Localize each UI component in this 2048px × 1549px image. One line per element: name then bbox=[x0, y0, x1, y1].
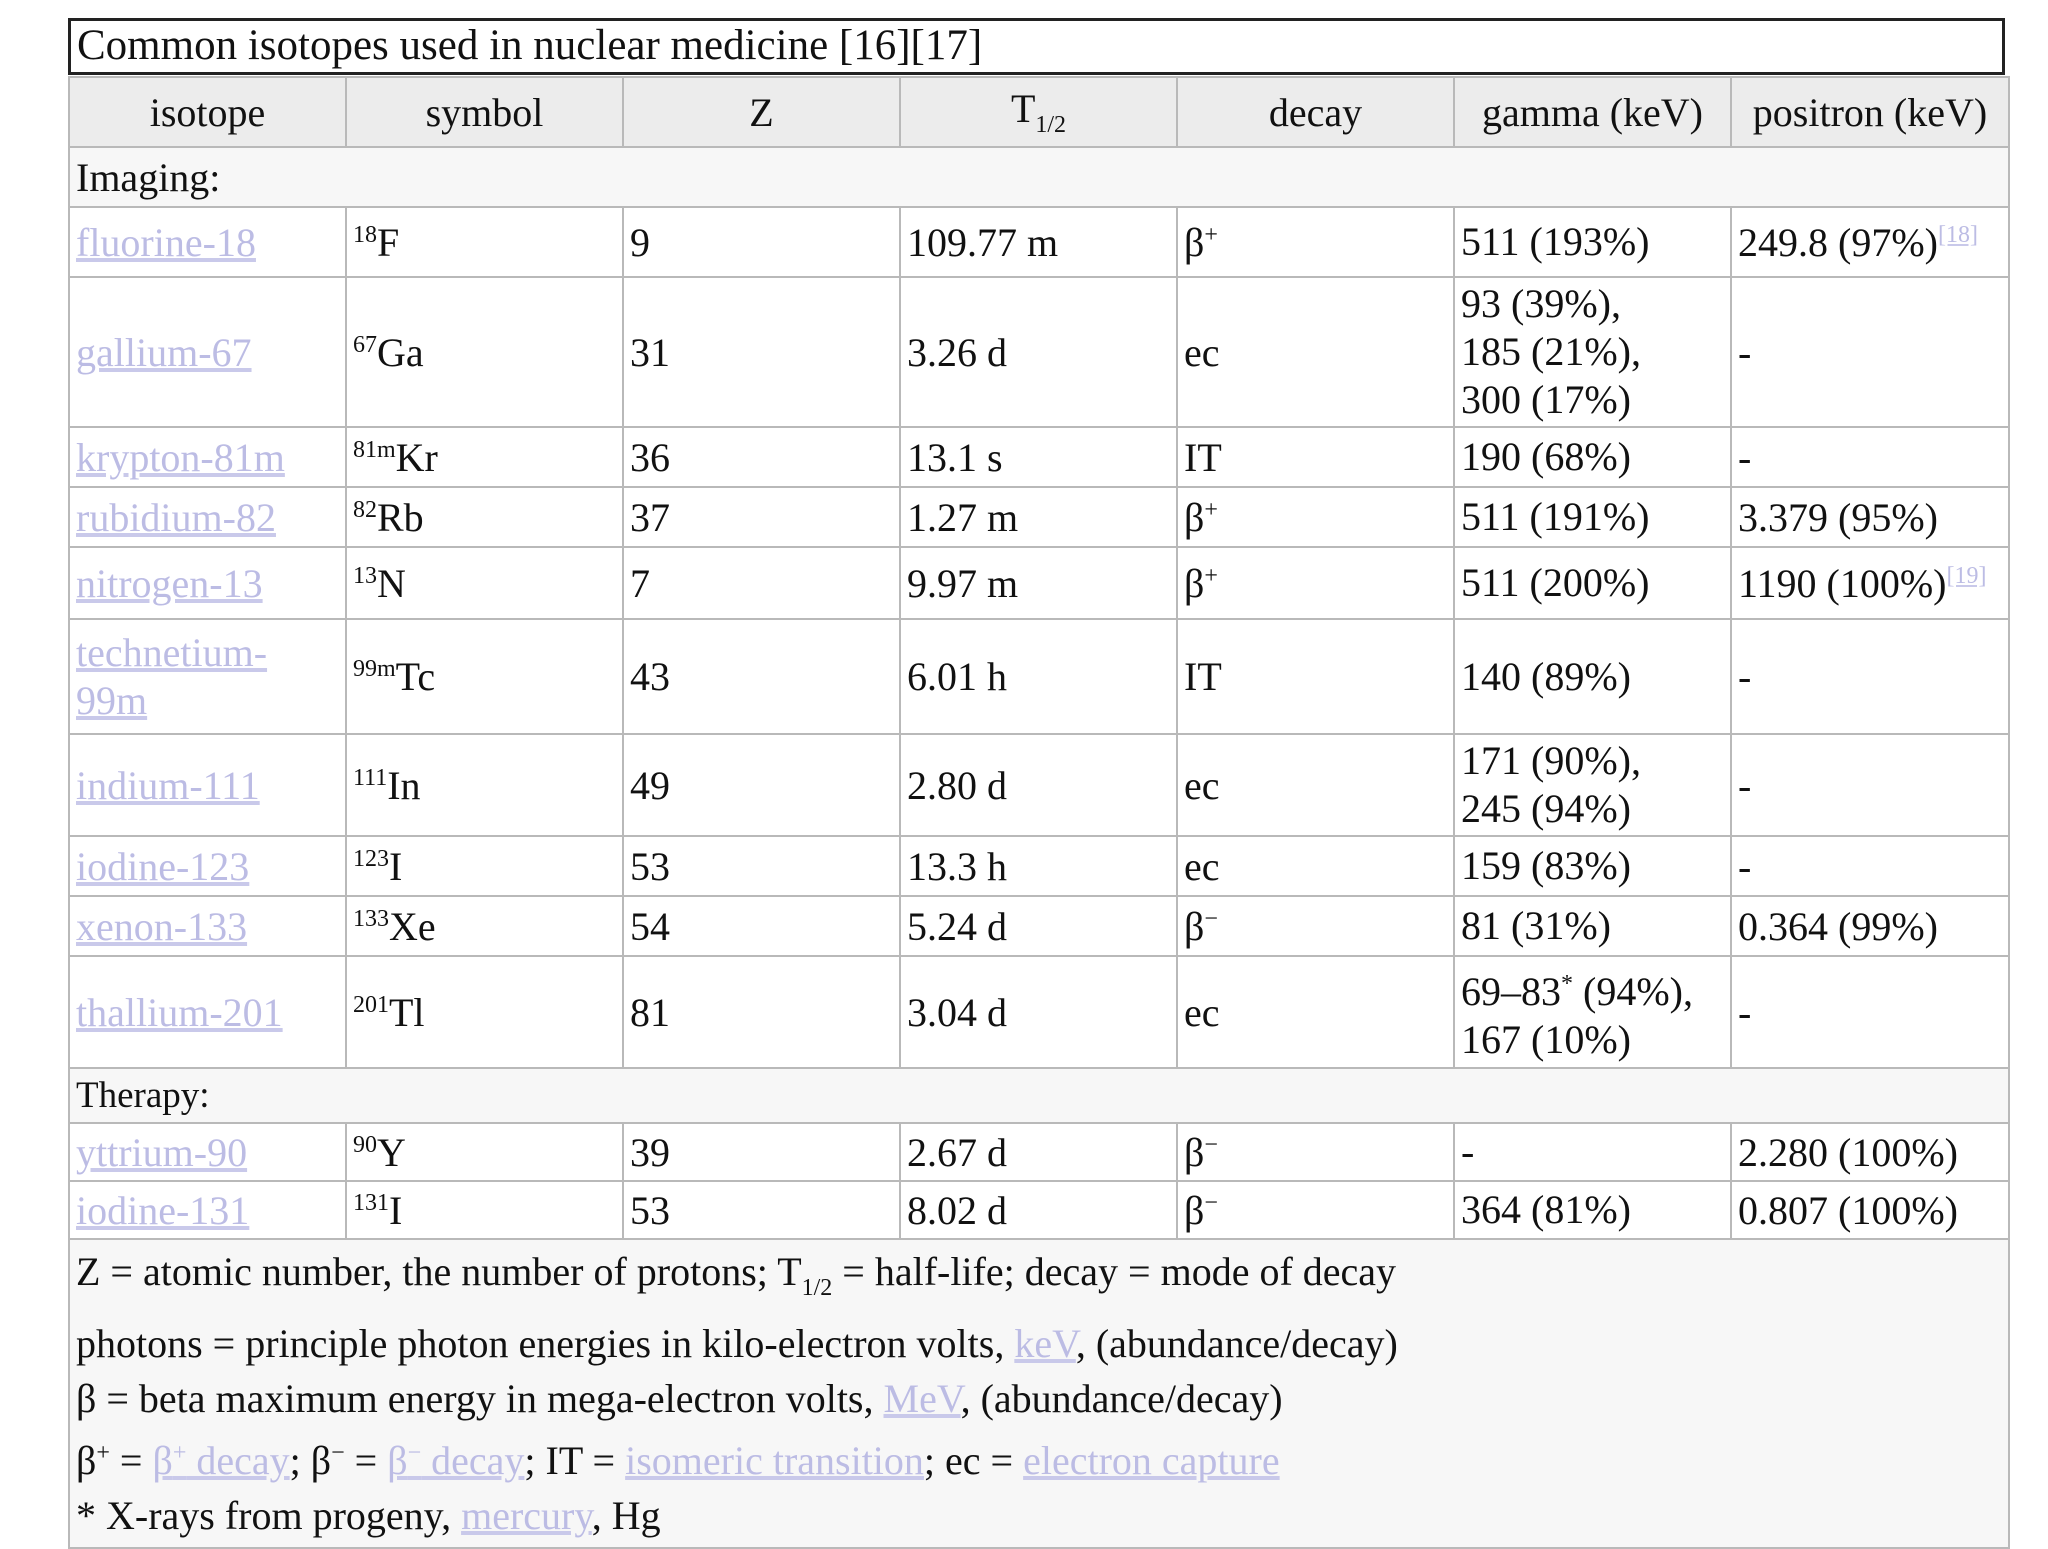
table-caption: Common isotopes used in nuclear medicine [16][17] bbox=[68, 18, 2005, 75]
decay-mode: β bbox=[1184, 1129, 1205, 1175]
decay-cell bbox=[1177, 1181, 1454, 1239]
isotope-name: iodine-131 bbox=[76, 1187, 250, 1233]
mass-number: 111 bbox=[353, 764, 388, 791]
note-line-2 bbox=[76, 1316, 2002, 1371]
atomic-number-cell: 31 bbox=[623, 277, 900, 427]
element-symbol: Rb bbox=[377, 494, 424, 540]
mass-number: 67 bbox=[353, 331, 377, 358]
half-life-cell: 3.26 d bbox=[900, 277, 1177, 427]
gamma-cell bbox=[1454, 836, 1731, 896]
gamma-line: 171 (90%), bbox=[1461, 738, 1641, 783]
decay-mode: β bbox=[1184, 560, 1205, 606]
mass-number: 133 bbox=[353, 905, 389, 932]
isotope-link[interactable] bbox=[76, 435, 285, 480]
decay-cell bbox=[1177, 734, 1454, 836]
decay-cell bbox=[1177, 836, 1454, 896]
isotope-name: rubidium-82 bbox=[76, 494, 276, 540]
gamma-cell bbox=[1454, 277, 1731, 427]
decay-sign: + bbox=[1204, 562, 1218, 589]
gamma-cell bbox=[1454, 956, 1731, 1068]
isotope-cell bbox=[69, 896, 346, 956]
atomic-number-cell: 43 bbox=[623, 619, 900, 734]
isotope-name: technetium- bbox=[76, 629, 268, 675]
decay-cell bbox=[1177, 1123, 1454, 1181]
isotope-cell bbox=[69, 277, 346, 427]
decay-sign: − bbox=[1204, 1189, 1218, 1216]
gamma-line: 511 (191%) bbox=[1461, 494, 1650, 539]
mass-number: 18 bbox=[353, 221, 377, 248]
table-row bbox=[69, 836, 2009, 896]
isotope-link[interactable] bbox=[76, 844, 249, 889]
gamma-line: 140 (89%) bbox=[1461, 653, 1631, 699]
note-text: = bbox=[109, 1438, 153, 1483]
gamma-cell bbox=[1454, 547, 1731, 619]
section-row-imaging bbox=[69, 147, 2009, 207]
decay-sign: − bbox=[1204, 1131, 1218, 1158]
decay-mode: IT bbox=[1184, 654, 1222, 699]
element-symbol: Ga bbox=[377, 329, 424, 375]
note-text: Z = atomic number, the number of protons; T bbox=[76, 1249, 802, 1294]
note-text: = half-life; decay = mode of decay bbox=[832, 1249, 1397, 1294]
gamma-cell bbox=[1454, 619, 1731, 734]
isotope-name: yttrium-90 bbox=[76, 1129, 248, 1175]
gamma-line: 511 (193%) bbox=[1461, 219, 1650, 264]
note-sub: 1/2 bbox=[801, 1275, 833, 1301]
decay-cell bbox=[1177, 896, 1454, 956]
link-sup: + bbox=[172, 1440, 187, 1466]
positron-value: - bbox=[1738, 762, 1752, 808]
positron-value: 2.280 (100%) bbox=[1738, 1129, 1958, 1175]
note-line-1 bbox=[76, 1244, 2002, 1316]
gamma-cell bbox=[1454, 734, 1731, 836]
gamma-line: 300 (17%) bbox=[1461, 377, 1631, 422]
element-symbol: Y bbox=[377, 1129, 406, 1175]
isotope-cell bbox=[69, 487, 346, 547]
element-symbol: F bbox=[377, 219, 400, 265]
isotope-cell bbox=[69, 956, 346, 1068]
citation-sup bbox=[1938, 222, 1978, 248]
positron-value: - bbox=[1738, 989, 1752, 1035]
element-symbol: In bbox=[387, 762, 421, 808]
atomic-number-cell: 37 bbox=[623, 487, 900, 547]
beta-minus-decay-link[interactable] bbox=[387, 1438, 524, 1483]
gamma-line: 190 (68%) bbox=[1461, 434, 1631, 479]
section-row-therapy bbox=[69, 1068, 2009, 1123]
mercury-link[interactable]: mercury bbox=[461, 1493, 592, 1538]
positron-cell bbox=[1731, 277, 2009, 427]
note-text: β = beta maximum energy in mega-electron volts, bbox=[76, 1376, 884, 1421]
isotope-link[interactable] bbox=[76, 630, 267, 723]
citation-sup bbox=[1946, 563, 1986, 589]
note-line-3 bbox=[76, 1371, 2002, 1426]
positron-cell bbox=[1731, 547, 2009, 619]
gamma-line: 245 (94%) bbox=[1461, 786, 1631, 831]
link-text: decay bbox=[186, 1438, 290, 1483]
decay-mode: β bbox=[1184, 903, 1205, 949]
gamma-line: 81 (31%) bbox=[1461, 903, 1611, 948]
positron-value: - bbox=[1738, 329, 1752, 375]
note-sup: + bbox=[96, 1440, 110, 1466]
mass-number: 131 bbox=[353, 1189, 389, 1216]
atomic-number-cell: 7 bbox=[623, 547, 900, 619]
decay-cell bbox=[1177, 956, 1454, 1068]
header-row bbox=[69, 77, 2009, 147]
gamma-cell bbox=[1454, 487, 1731, 547]
decay-cell bbox=[1177, 619, 1454, 734]
positron-value: 249.8 (97%) bbox=[1738, 219, 1938, 265]
isotope-cell bbox=[69, 547, 346, 619]
gamma-cell bbox=[1454, 427, 1731, 487]
table-row bbox=[69, 734, 2009, 836]
gamma-line: - bbox=[1461, 1129, 1475, 1174]
symbol-cell bbox=[346, 896, 623, 956]
symbol-cell bbox=[346, 836, 623, 896]
positron-cell bbox=[1731, 487, 2009, 547]
positron-value: - bbox=[1738, 434, 1752, 480]
symbol-cell bbox=[346, 1123, 623, 1181]
symbol-cell bbox=[346, 956, 623, 1068]
header-t-sub: 1/2 bbox=[1035, 112, 1067, 138]
symbol-cell bbox=[346, 619, 623, 734]
mev-link[interactable]: MeV bbox=[883, 1376, 961, 1421]
atomic-number-cell: 9 bbox=[623, 207, 900, 277]
isotope-table bbox=[68, 76, 2010, 1549]
positron-value: 1190 (100%) bbox=[1738, 560, 1947, 606]
isotope-cell bbox=[69, 734, 346, 836]
gamma-line: (94%), bbox=[1573, 969, 1693, 1014]
isotope-link[interactable] bbox=[76, 561, 263, 606]
decay-sign: + bbox=[1204, 221, 1218, 248]
header-t: T bbox=[1010, 86, 1036, 131]
positron-cell bbox=[1731, 1181, 2009, 1239]
header-gamma: gamma (keV) bbox=[1454, 77, 1731, 147]
element-symbol: Kr bbox=[395, 434, 438, 480]
table-row bbox=[69, 1123, 2009, 1181]
electron-capture-link[interactable]: electron capture bbox=[1023, 1438, 1280, 1483]
table-row bbox=[69, 956, 2009, 1068]
element-symbol: Tc bbox=[395, 654, 436, 699]
symbol-cell bbox=[346, 547, 623, 619]
gamma-line: 167 (10%) bbox=[1461, 1017, 1631, 1062]
element-symbol: Tl bbox=[389, 989, 425, 1035]
decay-mode: β bbox=[1184, 219, 1205, 265]
note-text: ; ec = bbox=[923, 1438, 1024, 1483]
header-decay: decay bbox=[1177, 77, 1454, 147]
note-text: , Hg bbox=[591, 1493, 661, 1538]
table-row bbox=[69, 277, 2009, 427]
positron-value: - bbox=[1738, 654, 1752, 699]
note-text: photons = principle photon energies in kilo-electron volts, bbox=[76, 1321, 1015, 1366]
link-text: β bbox=[152, 1438, 173, 1483]
mass-number: 13 bbox=[353, 562, 377, 589]
element-symbol: I bbox=[389, 843, 403, 889]
decay-cell bbox=[1177, 277, 1454, 427]
half-life-cell: 13.1 s bbox=[900, 427, 1177, 487]
isotope-name: thallium-201 bbox=[76, 989, 283, 1035]
isotope-cell bbox=[69, 836, 346, 896]
isotope-link[interactable] bbox=[76, 904, 247, 949]
decay-cell bbox=[1177, 547, 1454, 619]
isotope-link[interactable] bbox=[76, 1188, 249, 1233]
isotope-link[interactable] bbox=[76, 763, 260, 808]
element-symbol: I bbox=[389, 1187, 403, 1233]
isotope-cell bbox=[69, 1181, 346, 1239]
atomic-number-cell: 39 bbox=[623, 1123, 900, 1181]
table-row bbox=[69, 1181, 2009, 1239]
kev-link[interactable]: keV bbox=[1014, 1321, 1076, 1366]
positron-value: 0.364 (99%) bbox=[1738, 903, 1938, 949]
decay-cell bbox=[1177, 427, 1454, 487]
decay-cell bbox=[1177, 207, 1454, 277]
atomic-number-cell: 53 bbox=[623, 1181, 900, 1239]
atomic-number-cell: 53 bbox=[623, 836, 900, 896]
atomic-number-cell: 36 bbox=[623, 427, 900, 487]
decay-sign: + bbox=[1204, 496, 1218, 523]
half-life-cell: 8.02 d bbox=[900, 1181, 1177, 1239]
mass-number: 99m bbox=[353, 656, 396, 682]
gamma-cell bbox=[1454, 207, 1731, 277]
positron-value: - bbox=[1738, 843, 1752, 889]
symbol-cell bbox=[346, 207, 623, 277]
citation-link[interactable]: [19] bbox=[1946, 562, 1987, 589]
isotope-name: indium-111 bbox=[76, 762, 260, 808]
decay-mode: ec bbox=[1184, 989, 1220, 1035]
gamma-line: 185 (21%), bbox=[1461, 329, 1641, 374]
positron-cell bbox=[1731, 956, 2009, 1068]
isotope-name: fluorine-18 bbox=[76, 219, 256, 265]
half-life-cell: 3.04 d bbox=[900, 956, 1177, 1068]
section-label-therapy: Therapy: bbox=[69, 1068, 2009, 1123]
note-text: ; β bbox=[289, 1438, 332, 1483]
link-text: β bbox=[387, 1438, 408, 1483]
note-text: , (abundance/decay) bbox=[960, 1376, 1283, 1421]
isotope-cell bbox=[69, 619, 346, 734]
header-isotope: isotope bbox=[69, 77, 346, 147]
note-text: , (abundance/decay) bbox=[1075, 1321, 1398, 1366]
positron-cell bbox=[1731, 896, 2009, 956]
citation-link[interactable]: [18] bbox=[1937, 221, 1978, 248]
symbol-cell bbox=[346, 1181, 623, 1239]
link-sup: − bbox=[407, 1440, 422, 1466]
decay-mode: β bbox=[1184, 1187, 1205, 1233]
positron-cell bbox=[1731, 1123, 2009, 1181]
table-row bbox=[69, 619, 2009, 734]
table-row bbox=[69, 896, 2009, 956]
half-life-cell: 13.3 h bbox=[900, 836, 1177, 896]
symbol-cell bbox=[346, 427, 623, 487]
table-row bbox=[69, 207, 2009, 277]
isotope-link[interactable] bbox=[76, 495, 276, 540]
header-symbol: symbol bbox=[346, 77, 623, 147]
positron-value: 0.807 (100%) bbox=[1738, 1187, 1958, 1233]
header-half-life bbox=[900, 77, 1177, 147]
positron-value: 3.379 (95%) bbox=[1738, 494, 1938, 540]
half-life-cell: 109.77 m bbox=[900, 207, 1177, 277]
isotope-name: iodine-123 bbox=[76, 843, 250, 889]
isotope-cell bbox=[69, 1123, 346, 1181]
gamma-line: 364 (81%) bbox=[1461, 1187, 1631, 1232]
decay-mode: ec bbox=[1184, 329, 1220, 375]
header-positron: positron (keV) bbox=[1731, 77, 2009, 147]
note-line-4 bbox=[76, 1426, 2002, 1488]
beta-plus-decay-link[interactable] bbox=[152, 1438, 289, 1483]
mass-number: 82 bbox=[353, 496, 377, 523]
half-life-cell: 9.97 m bbox=[900, 547, 1177, 619]
isotope-name: krypton-81m bbox=[76, 434, 285, 480]
table-row bbox=[69, 487, 2009, 547]
half-life-cell: 2.80 d bbox=[900, 734, 1177, 836]
gamma-line: 511 (200%) bbox=[1461, 560, 1650, 605]
gamma-cell bbox=[1454, 896, 1731, 956]
element-symbol: N bbox=[377, 560, 406, 606]
table-row bbox=[69, 427, 2009, 487]
decay-cell bbox=[1177, 487, 1454, 547]
isotope-cell bbox=[69, 207, 346, 277]
symbol-cell bbox=[346, 487, 623, 547]
gamma-line: 159 (83%) bbox=[1461, 843, 1631, 888]
positron-cell bbox=[1731, 207, 2009, 277]
note-line-5 bbox=[76, 1488, 2002, 1543]
half-life-cell: 1.27 m bbox=[900, 487, 1177, 547]
gamma-cell bbox=[1454, 1181, 1731, 1239]
isotope-name: xenon-133 bbox=[76, 903, 248, 949]
isotope-name: nitrogen-13 bbox=[76, 560, 263, 606]
half-life-cell: 5.24 d bbox=[900, 896, 1177, 956]
gamma-footnote-mark: * bbox=[1561, 971, 1573, 997]
symbol-cell bbox=[346, 277, 623, 427]
mass-number: 201 bbox=[353, 991, 389, 1018]
header-z: Z bbox=[623, 77, 900, 147]
atomic-number-cell: 49 bbox=[623, 734, 900, 836]
positron-cell bbox=[1731, 836, 2009, 896]
positron-cell bbox=[1731, 427, 2009, 487]
decay-mode: IT bbox=[1184, 434, 1222, 480]
isotope-cell bbox=[69, 427, 346, 487]
isotope-link[interactable] bbox=[76, 1130, 247, 1175]
decay-sign: − bbox=[1204, 905, 1218, 932]
notes-cell bbox=[69, 1239, 2009, 1548]
half-life-cell: 6.01 h bbox=[900, 619, 1177, 734]
mass-number: 81m bbox=[353, 436, 396, 463]
atomic-number-cell: 81 bbox=[623, 956, 900, 1068]
decay-mode: ec bbox=[1184, 762, 1220, 808]
isotope-name: gallium-67 bbox=[76, 329, 252, 375]
note-text: * X-rays from progeny, bbox=[76, 1493, 462, 1538]
link-text: decay bbox=[421, 1438, 525, 1483]
element-symbol: Xe bbox=[389, 903, 436, 949]
isotope-name-cont: 99m bbox=[76, 677, 148, 723]
table-row bbox=[69, 547, 2009, 619]
symbol-cell bbox=[346, 734, 623, 836]
mass-number: 123 bbox=[353, 845, 389, 872]
atomic-number-cell: 54 bbox=[623, 896, 900, 956]
notes-row bbox=[69, 1239, 2009, 1548]
isotope-link[interactable] bbox=[76, 990, 283, 1035]
note-sup: − bbox=[331, 1440, 345, 1466]
half-life-cell: 2.67 d bbox=[900, 1123, 1177, 1181]
positron-cell bbox=[1731, 734, 2009, 836]
isomeric-transition-link[interactable]: isomeric transition bbox=[625, 1438, 924, 1483]
note-text: = bbox=[344, 1438, 388, 1483]
decay-mode: ec bbox=[1184, 843, 1220, 889]
note-text: ; IT = bbox=[524, 1438, 626, 1483]
isotope-link[interactable] bbox=[76, 330, 252, 375]
isotope-link[interactable] bbox=[76, 220, 256, 265]
gamma-cell bbox=[1454, 1123, 1731, 1181]
gamma-line: 69–83 bbox=[1461, 969, 1561, 1014]
positron-cell bbox=[1731, 619, 2009, 734]
section-label-imaging: Imaging: bbox=[69, 147, 2009, 207]
decay-mode: β bbox=[1184, 494, 1205, 540]
note-text: β bbox=[76, 1438, 97, 1483]
gamma-line: 93 (39%), bbox=[1461, 281, 1621, 326]
mass-number: 90 bbox=[353, 1131, 377, 1158]
